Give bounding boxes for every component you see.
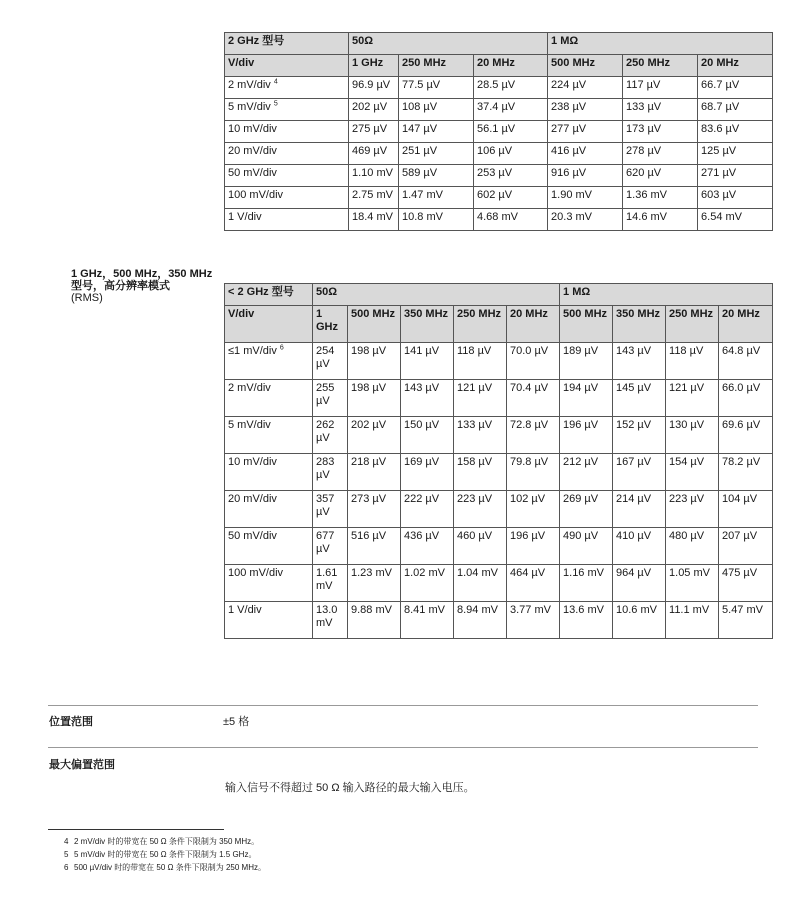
max-offset-value: 输入信号不得超过 50 Ω 输入路径的最大输入电压。 (225, 782, 475, 794)
noise-value-cell: 262 µV (313, 417, 348, 454)
noise-value-cell: 70.4 µV (507, 380, 560, 417)
bandwidth-header: 250 MHz (666, 306, 719, 343)
footnote (64, 849, 256, 860)
vdiv-cell (225, 165, 349, 187)
noise-value-cell: 223 µV (454, 491, 507, 528)
table-header-row (225, 284, 773, 306)
footnote-divider (48, 829, 224, 830)
noise-value-cell: 56.1 µV (474, 121, 548, 143)
vdiv-cell (225, 343, 313, 380)
noise-value-cell: 133 µV (623, 99, 698, 121)
table-subheader-row (225, 55, 773, 77)
noise-value-cell: 72.8 µV (507, 417, 560, 454)
noise-value-cell: 106 µV (474, 143, 548, 165)
noise-value-cell: 620 µV (623, 165, 698, 187)
vdiv-label: 100 mV/div (228, 189, 284, 201)
noise-value-cell: 118 µV (454, 343, 507, 380)
noise-value-cell: 254 µV (313, 343, 348, 380)
vdiv-cell (225, 121, 349, 143)
noise-value-cell: 480 µV (666, 528, 719, 565)
noise-value-cell: 66.0 µV (719, 380, 773, 417)
vdiv-label: 100 mV/div (228, 567, 284, 579)
table-row (225, 121, 773, 143)
noise-value-cell: 1.10 mV (349, 165, 399, 187)
noise-value-cell: 1.61 mV (313, 565, 348, 602)
noise-value-cell: 147 µV (399, 121, 474, 143)
table-row (225, 491, 773, 528)
vdiv-cell (225, 565, 313, 602)
divider (48, 747, 758, 748)
noise-value-cell: 223 µV (666, 491, 719, 528)
noise-value-cell: 10.8 mV (399, 209, 474, 231)
vdiv-cell (225, 602, 313, 639)
hires-mode-label (71, 268, 231, 304)
noise-value-cell: 916 µV (548, 165, 623, 187)
vdiv-label: 20 mV/div (228, 145, 277, 157)
footnote (64, 862, 266, 873)
noise-value-cell: 143 µV (401, 380, 454, 417)
noise-value-cell: 167 µV (613, 454, 666, 491)
vdiv-cell (225, 528, 313, 565)
table-row (225, 165, 773, 187)
table-row (225, 528, 773, 565)
noise-value-cell: 8.41 mV (401, 602, 454, 639)
bandwidth-header: 1 GHz (349, 55, 399, 77)
noise-value-cell: 145 µV (613, 380, 666, 417)
noise-value-cell: 198 µV (348, 343, 401, 380)
noise-value-cell: 283 µV (313, 454, 348, 491)
noise-value-cell: 130 µV (666, 417, 719, 454)
noise-value-cell: 152 µV (613, 417, 666, 454)
noise-value-cell: 1.16 mV (560, 565, 613, 602)
noise-value-cell: 202 µV (348, 417, 401, 454)
bandwidth-header: 20 MHz (507, 306, 560, 343)
noise-value-cell: 37.4 µV (474, 99, 548, 121)
vdiv-cell (225, 77, 349, 99)
noise-value-cell: 13.6 mV (560, 602, 613, 639)
noise-value-cell: 603 µV (698, 187, 773, 209)
noise-value-cell: 460 µV (454, 528, 507, 565)
vdiv-cell (225, 99, 349, 121)
table-subheader-row (225, 306, 773, 343)
impedance-50-header: 50Ω (349, 33, 548, 55)
table-row (225, 343, 773, 380)
noise-value-cell: 66.7 µV (698, 77, 773, 99)
bandwidth-header: 250 MHz (454, 306, 507, 343)
bandwidth-header: 250 MHz (399, 55, 474, 77)
noise-value-cell: 78.2 µV (719, 454, 773, 491)
bandwidth-header: 20 MHz (698, 55, 773, 77)
noise-value-cell: 8.94 mV (454, 602, 507, 639)
noise-value-cell: 83.6 µV (698, 121, 773, 143)
noise-value-cell: 117 µV (623, 77, 698, 99)
noise-table-2ghz (224, 32, 773, 231)
bandwidth-header: 1 GHz (313, 306, 348, 343)
table-header-row (225, 33, 773, 55)
footnote (64, 836, 259, 847)
noise-value-cell: 11.1 mV (666, 602, 719, 639)
noise-value-cell: 141 µV (401, 343, 454, 380)
noise-value-cell: 207 µV (719, 528, 773, 565)
hires-label-line3: (RMS) (71, 292, 103, 304)
noise-value-cell: 1.47 mV (399, 187, 474, 209)
noise-value-cell: 436 µV (401, 528, 454, 565)
noise-value-cell: 1.02 mV (401, 565, 454, 602)
noise-value-cell: 516 µV (348, 528, 401, 565)
noise-value-cell: 77.5 µV (399, 77, 474, 99)
noise-value-cell: 121 µV (666, 380, 719, 417)
table-row (225, 99, 773, 121)
noise-value-cell: 277 µV (548, 121, 623, 143)
noise-value-cell: 196 µV (560, 417, 613, 454)
noise-value-cell: 194 µV (560, 380, 613, 417)
noise-value-cell: 251 µV (399, 143, 474, 165)
table-row (225, 143, 773, 165)
noise-value-cell: 964 µV (613, 565, 666, 602)
hires-label-line2: 型号，高分辨率模式 (71, 280, 170, 292)
noise-value-cell: 278 µV (623, 143, 698, 165)
impedance-1m-header: 1 MΩ (548, 33, 773, 55)
noise-value-cell: 4.68 mV (474, 209, 548, 231)
noise-value-cell: 10.6 mV (613, 602, 666, 639)
noise-value-cell: 5.47 mV (719, 602, 773, 639)
bandwidth-header: 20 MHz (474, 55, 548, 77)
noise-value-cell: 154 µV (666, 454, 719, 491)
noise-value-cell: 490 µV (560, 528, 613, 565)
vdiv-label: 1 V/div (228, 211, 262, 223)
bandwidth-header: 350 MHz (401, 306, 454, 343)
vdiv-label: 2 mV/div (228, 79, 271, 91)
vdiv-cell (225, 454, 313, 491)
noise-value-cell: 253 µV (474, 165, 548, 187)
max-offset-label: 最大偏置范围 (49, 759, 115, 771)
impedance-50-header: 50Ω (313, 284, 560, 306)
noise-value-cell: 275 µV (349, 121, 399, 143)
noise-value-cell: 18.4 mV (349, 209, 399, 231)
table-row (225, 454, 773, 491)
model-header: 2 GHz 型号 (225, 33, 349, 55)
footnote-number: 4 (64, 837, 69, 846)
noise-value-cell: 9.88 mV (348, 602, 401, 639)
impedance-1m-header: 1 MΩ (560, 284, 773, 306)
noise-value-cell: 464 µV (507, 565, 560, 602)
noise-value-cell: 1.23 mV (348, 565, 401, 602)
noise-value-cell: 196 µV (507, 528, 560, 565)
bandwidth-header: 500 MHz (548, 55, 623, 77)
noise-value-cell: 189 µV (560, 343, 613, 380)
divider (48, 705, 758, 706)
noise-value-cell: 102 µV (507, 491, 560, 528)
noise-value-cell: 602 µV (474, 187, 548, 209)
vdiv-label: 50 mV/div (228, 530, 277, 542)
noise-value-cell: 118 µV (666, 343, 719, 380)
vdiv-label: ≤1 mV/div (228, 345, 277, 357)
noise-value-cell: 1.04 mV (454, 565, 507, 602)
noise-value-cell: 150 µV (401, 417, 454, 454)
footnote-text: 2 mV/div 时的带宽在 50 Ω 条件下限制为 350 MHz。 (74, 837, 260, 846)
footnote-number: 5 (64, 850, 69, 859)
bandwidth-header: 350 MHz (613, 306, 666, 343)
vdiv-label: 10 mV/div (228, 456, 277, 468)
table-row (225, 380, 773, 417)
footnote-ref: 4 (273, 78, 278, 86)
noise-value-cell: 198 µV (348, 380, 401, 417)
bandwidth-header: 500 MHz (348, 306, 401, 343)
noise-value-cell: 70.0 µV (507, 343, 560, 380)
noise-value-cell: 3.77 mV (507, 602, 560, 639)
noise-value-cell: 20.3 mV (548, 209, 623, 231)
table-row (225, 417, 773, 454)
noise-value-cell: 1.90 mV (548, 187, 623, 209)
footnote-ref: 5 (273, 100, 278, 108)
bandwidth-header: 20 MHz (719, 306, 773, 343)
noise-value-cell: 104 µV (719, 491, 773, 528)
noise-value-cell: 218 µV (348, 454, 401, 491)
noise-table-hires (224, 283, 773, 639)
noise-value-cell: 1.05 mV (666, 565, 719, 602)
noise-value-cell: 269 µV (560, 491, 613, 528)
position-range-value: ±5 格 (223, 716, 250, 728)
bandwidth-header: 500 MHz (560, 306, 613, 343)
noise-value-cell: 416 µV (548, 143, 623, 165)
noise-value-cell: 64.8 µV (719, 343, 773, 380)
table-row (225, 77, 773, 99)
vdiv-label: 2 mV/div (228, 382, 271, 394)
noise-value-cell: 469 µV (349, 143, 399, 165)
noise-value-cell: 212 µV (560, 454, 613, 491)
noise-value-cell: 410 µV (613, 528, 666, 565)
noise-value-cell: 28.5 µV (474, 77, 548, 99)
noise-value-cell: 214 µV (613, 491, 666, 528)
noise-value-cell: 96.9 µV (349, 77, 399, 99)
vdiv-label: 5 mV/div (228, 419, 271, 431)
noise-value-cell: 222 µV (401, 491, 454, 528)
vdiv-label: 1 V/div (228, 604, 262, 616)
noise-value-cell: 133 µV (454, 417, 507, 454)
vdiv-cell (225, 143, 349, 165)
noise-value-cell: 158 µV (454, 454, 507, 491)
noise-value-cell: 125 µV (698, 143, 773, 165)
noise-value-cell: 589 µV (399, 165, 474, 187)
position-range-label: 位置范围 (49, 716, 93, 728)
noise-value-cell: 14.6 mV (623, 209, 698, 231)
vdiv-cell (225, 187, 349, 209)
table-row (225, 602, 773, 639)
table-row (225, 187, 773, 209)
footnote-text: 500 µV/div 时的带宽在 50 Ω 条件下限制为 250 MHz。 (74, 863, 266, 872)
model-header: < 2 GHz 型号 (225, 284, 313, 306)
vdiv-cell (225, 380, 313, 417)
noise-value-cell: 108 µV (399, 99, 474, 121)
noise-value-cell: 475 µV (719, 565, 773, 602)
noise-value-cell: 169 µV (401, 454, 454, 491)
noise-value-cell: 121 µV (454, 380, 507, 417)
vdiv-cell (225, 417, 313, 454)
noise-value-cell: 6.54 mV (698, 209, 773, 231)
noise-value-cell: 13.0 mV (313, 602, 348, 639)
noise-value-cell: 2.75 mV (349, 187, 399, 209)
vdiv-header: V/div (225, 55, 349, 77)
footnote-ref: 6 (279, 344, 284, 352)
vdiv-label: 20 mV/div (228, 493, 277, 505)
noise-value-cell: 143 µV (613, 343, 666, 380)
noise-value-cell: 79.8 µV (507, 454, 560, 491)
footnote-number: 6 (64, 863, 69, 872)
noise-value-cell: 224 µV (548, 77, 623, 99)
vdiv-cell (225, 491, 313, 528)
table-row (225, 209, 773, 231)
noise-value-cell: 1.36 mV (623, 187, 698, 209)
vdiv-cell (225, 209, 349, 231)
vdiv-label: 10 mV/div (228, 123, 277, 135)
noise-value-cell: 238 µV (548, 99, 623, 121)
noise-value-cell: 68.7 µV (698, 99, 773, 121)
vdiv-label: 50 mV/div (228, 167, 277, 179)
noise-value-cell: 255 µV (313, 380, 348, 417)
hires-label-line1: 1 GHz，500 MHz，350 MHz (71, 268, 213, 280)
bandwidth-header: 250 MHz (623, 55, 698, 77)
noise-value-cell: 173 µV (623, 121, 698, 143)
noise-value-cell: 273 µV (348, 491, 401, 528)
noise-value-cell: 271 µV (698, 165, 773, 187)
vdiv-header: V/div (225, 306, 313, 343)
vdiv-label: 5 mV/div (228, 101, 271, 113)
noise-value-cell: 69.6 µV (719, 417, 773, 454)
noise-value-cell: 677 µV (313, 528, 348, 565)
noise-value-cell: 202 µV (349, 99, 399, 121)
noise-value-cell: 357 µV (313, 491, 348, 528)
footnote-text: 5 mV/div 时的带宽在 50 Ω 条件下限制为 1.5 GHz。 (74, 850, 257, 859)
table-row (225, 565, 773, 602)
